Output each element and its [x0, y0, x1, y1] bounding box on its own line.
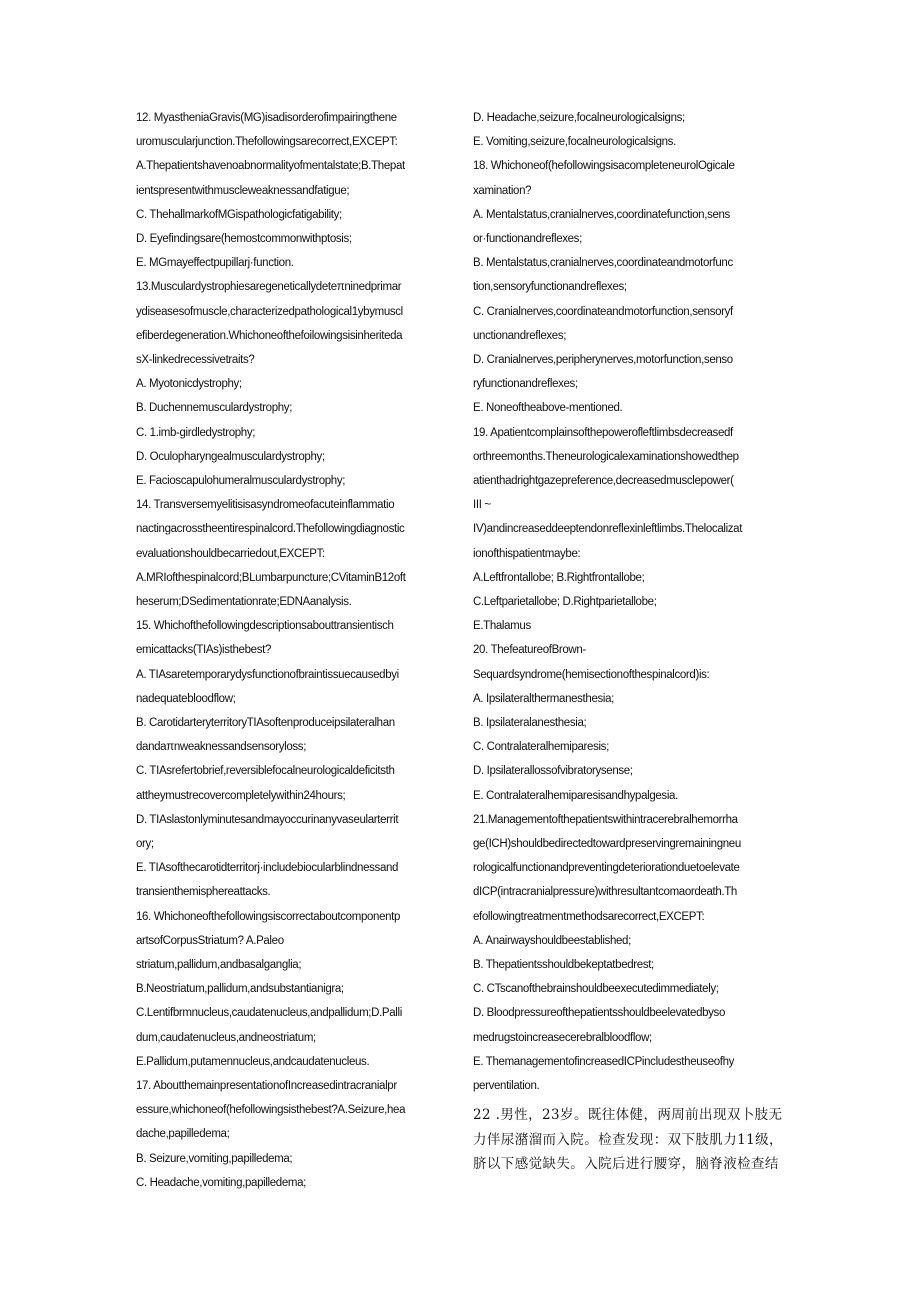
- text-line: 20. ThefeatureofBrown-: [473, 644, 586, 657]
- text-line: A. Myotonicdystrophy;: [136, 378, 242, 391]
- text-line: D. Bloodpressureofthepatientsshouldbeelevatedbyso: [473, 1007, 726, 1020]
- text-line: perventilation.: [473, 1080, 540, 1092]
- text-line: 14. Transversemyelitisisasyndromeofacuteinflammatio: [136, 499, 395, 512]
- text-line: efollowingtreatmentmethodsarecorrect,EXCEPT:: [473, 910, 705, 923]
- text-line: transienthemisphereattacks.: [136, 886, 271, 899]
- text-line: essure,whichoneof(hefollowingsisthebest?A.Seizure,hea: [136, 1104, 406, 1117]
- text-line: E.Pallidum,putamennucleus,andcaudatenucleus.: [136, 1055, 370, 1068]
- text-line: E. Facioscapulohumeralmusculardystrophy;: [136, 475, 346, 487]
- text-line: 19. Apatientcomplainsofthepowerofleftlimbsdecreasedf: [473, 426, 733, 439]
- text-line: 22 .男性，23岁。既往体健，两周前出现双卜肢无: [473, 1107, 783, 1123]
- text-line: E.Thalamus: [473, 620, 531, 633]
- text-line: 力伴尿潴溜而入院。检查发现：双下肢肌力11级，: [473, 1131, 783, 1148]
- text-line: C. 1.imb-girdledystrophy;: [136, 426, 256, 439]
- text-line: atienthadrightgazepreference,decreasedmusclepower(: [473, 475, 734, 487]
- text-line: D. Headache,seizure,focalneurologicalsigns;: [473, 112, 685, 124]
- text-line: rologicalfunctionandpreventingdeteriorationduetoelevate: [473, 862, 740, 875]
- text-line: efiberdegeneration.Whichoneofthefoilowingsisinheriteda: [136, 329, 403, 342]
- text-line: or·functionandreflexes;: [473, 233, 582, 245]
- text-line: dandaπnweaknessandsensoryloss;: [136, 741, 307, 754]
- text-line: B. Ipsilateralanesthesia;: [473, 717, 587, 729]
- text-line: unctionandreflexes;: [473, 329, 567, 342]
- text-line: orthreemonths.Theneurologicalexaminationshowedthep: [473, 450, 739, 463]
- text-line: D. Oculopharyngealmusculardystrophy;: [136, 450, 325, 463]
- text-line: C. Headache,vomiting,papilledema;: [136, 1176, 306, 1189]
- text-line: 16. Whichoneofthefollowingsiscorrectaboutcomponentp: [136, 910, 401, 923]
- text-line: heserum;DSedimentationrate;EDNAanalysis.: [136, 596, 352, 608]
- text-line: B. Seizure,vomiting,papilledema;: [136, 1152, 293, 1165]
- text-line: E. Noneoftheabove-mentioned.: [473, 402, 623, 415]
- text-line: E. Contralateralhemiparesisandhypalgesia.: [473, 789, 678, 802]
- text-line: Sequardsyndrome(hemisectionofthespinalcord)is:: [473, 668, 710, 681]
- text-line: ionofthispatientmaybe:: [473, 547, 581, 560]
- text-line: C. CTscanofthebrainshouldbeexecutedimmediately;: [473, 983, 719, 996]
- text-line: C. Cranialnerves,coordinateandmotorfunction,sensoryf: [473, 305, 733, 318]
- text-line: A. TIAsaretemporarydysfunctionofbraintissuecausedbyi: [136, 668, 399, 681]
- text-line: ory;: [136, 838, 154, 850]
- text-line: nadequatebloodflow;: [136, 692, 236, 705]
- text-line: B. Duchennemusculardystrophy;: [136, 402, 293, 415]
- text-line: A. Anairwayshouldbeestablished;: [473, 934, 631, 947]
- text-line: tion,sensoryfunctionandreflexes;: [473, 281, 627, 294]
- text-line: C. Contralateralhemiparesis;: [473, 741, 609, 754]
- text-line: B.Neostriatum,pallidum,andsubstantianigra;: [136, 983, 344, 996]
- text-line: uromuscularjunction.Thefollowingsarecorrect,EXCEPT:: [136, 136, 398, 149]
- text-line: dICP(intracranialpressure)withresultantcomaordeath.Th: [473, 886, 737, 899]
- text-line: D. Eyefindingsare(hemostcommonwithptosis;: [136, 233, 352, 245]
- text-line: 13.Musculardystrophiesaregeneticallydeteπninedprimar: [136, 281, 402, 294]
- text-line: E. TIAsofthecarotidterritorj·includebiocularblindnessand: [136, 862, 399, 875]
- text-line: C.Lentifbrmnucleus,caudatenucleus,andpallidum;D.Palli: [136, 1007, 402, 1020]
- text-line: ge(ICH)shouldbedirectedtowardpreservingremainingneu: [473, 838, 741, 850]
- text-line: 脐以下感觉缺失。入院后进行腰穿，脑脊液检查结: [473, 1156, 779, 1172]
- text-line: 21.Managementofthepatientswithintracerebralhemorrha: [473, 813, 738, 826]
- text-line: E. MGmayeffectpupillarj·function.: [136, 257, 294, 270]
- text-line: B. Thepatientsshouldbekeptatbedrest;: [473, 959, 654, 971]
- text-line: D. Ipsilaterallossofvibratorysense;: [473, 765, 633, 778]
- text-line: E. ThemanagementofincreasedICPincludestheuseofhy: [473, 1055, 735, 1068]
- text-line: A.MRIofthespinalcord;BLumbarpuncture;CVitaminB12oft: [136, 571, 406, 584]
- text-line: dache,papilledema;: [136, 1128, 230, 1141]
- text-line: C. ThehallmarkofMGispathologicfatigability;: [136, 208, 342, 221]
- text-line: C.Leftparietallobe; D.Rightparietallobe;: [473, 596, 657, 608]
- text-line: xamination?: [473, 184, 532, 197]
- text-line: ientspresentwithmuscleweaknessandfatigue;: [136, 184, 350, 197]
- text-line: ydiseasesofmuscle,characterizedpathological1ybymuscl: [136, 305, 403, 318]
- text-line: 12. MyastheniaGravis(MG)isadisorderofimpairingthene: [136, 112, 397, 124]
- text-line: artsofCorpusStriatum? A.Paleo: [136, 934, 284, 947]
- text-line: III ~: [473, 499, 491, 512]
- text-line: B. Mentalstatus,cranialnerves,coordinateandmotorfunc: [473, 257, 733, 270]
- text-line: evaluationshouldbecarriedout,EXCEPT:: [136, 547, 325, 560]
- text-line: E. Vomiting,seizure,focalneurologicalsigns.: [473, 136, 676, 149]
- text-line: ryfunctionandreflexes;: [473, 378, 578, 391]
- text-line: IV)andincreaseddeeptendonreflexinleftlimbs.Thelocalizat: [473, 523, 743, 536]
- text-line: 15. Whichofthefollowingdescriptionsabouttransientisch: [136, 620, 394, 633]
- text-line: medrugstoincreasecerebralbloodflow;: [473, 1031, 652, 1044]
- text-line: A. Ipsilateralthermanesthesia;: [473, 692, 614, 705]
- text-line: A.Thepatientshavenoabnormalityofmentalstate;B.Thepat: [136, 160, 405, 173]
- text-line: sX-linkedrecessivetraits?: [136, 354, 255, 366]
- text-line: C. TIAsrefertobrief,reversiblefocalneurologicaldeficitsth: [136, 765, 395, 778]
- text-line: emicattacks(TIAs)isthebest?: [136, 644, 271, 657]
- text-line: D. Cranialnerves,peripherynerves,motorfunction,senso: [473, 354, 733, 366]
- text-line: striatum,pallidum,andbasalganglia;: [136, 959, 302, 971]
- text-line: nactingacrosstheentirespinalcord.Thefollowingdiagnostic: [136, 523, 405, 536]
- text-line: A.Leftfrontallobe; B.Rightfrontallobe;: [473, 571, 645, 584]
- text-line: B. CarotidarteryterritoryTIAsoftenproduceipsilateralhan: [136, 717, 395, 729]
- text-line: D. TIAslastonlyminutesandmayoccurinanyvaseularterrit: [136, 813, 399, 826]
- text-line: dum,caudatenucleus,andneostriatum;: [136, 1031, 316, 1044]
- text-line: A. Mentalstatus,cranialnerves,coordinatefunction,sens: [473, 208, 730, 221]
- text-line: attheymustrecovercompletelywithin24hours;: [136, 789, 346, 802]
- text-line: 17. AboutthemainpresentationofIncreasedintracranialpr: [136, 1080, 397, 1092]
- text-line: 18. Whichoneof(hefollowingsisacompleteneurolOgicale: [473, 160, 735, 173]
